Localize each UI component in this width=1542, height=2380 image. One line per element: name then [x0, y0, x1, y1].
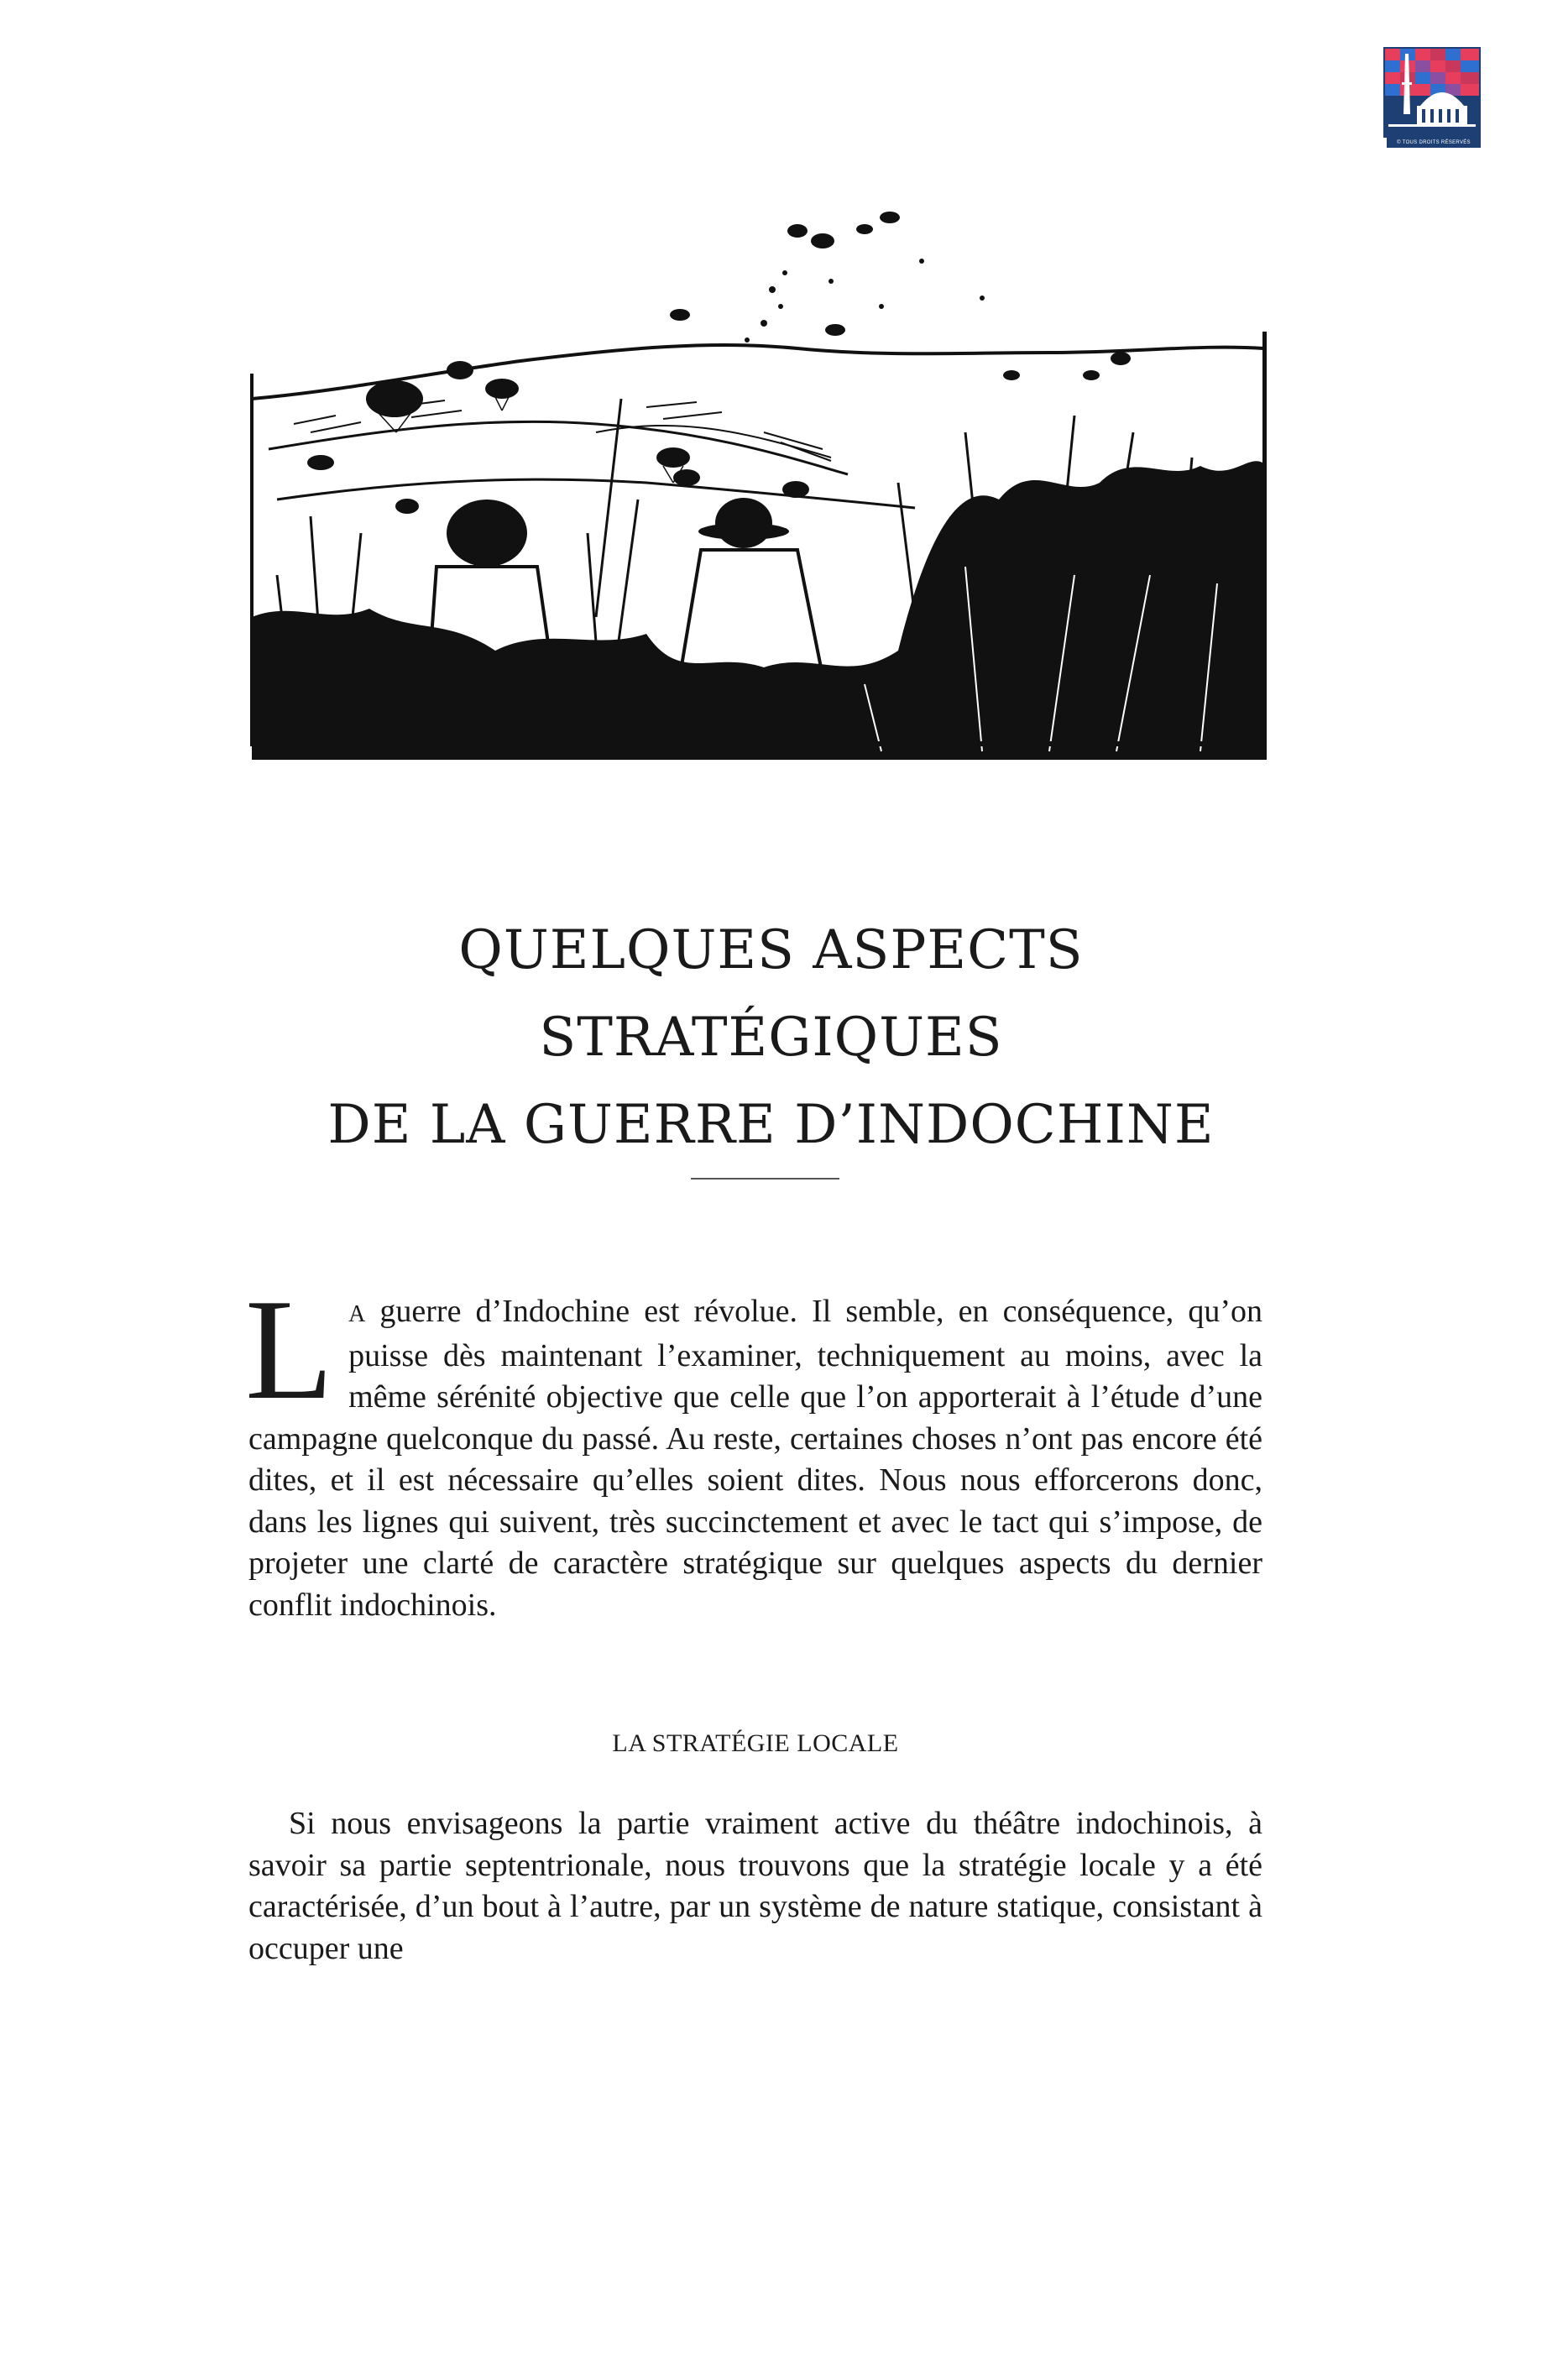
page-title [168, 907, 1374, 1169]
logo-caption: © TOUS DROITS RÉSERVÉS [1387, 138, 1481, 148]
title-line-2: STRATÉGIQUES [539, 1007, 1003, 1069]
small-cap: A [348, 1301, 366, 1327]
intro-paragraph-text: guerre d’Indochine est révolue. Il semble, en conséquence, qu’on puisse dès maintenant l’examiner, techniquement au moins, avec la même sérénité objective que celle que l’on apporterait à l’étude d’une campagne quelconque du passé. Au reste, certaines choses n’ont pas encore été dites, et il est nécessaire qu’elles soient dites. Nous nous efforcerons donc, dans les lignes qui suivent, très succinctement et avec le tact qui s’impose, de projeter une clarté de caractère stratégique sur quelques aspects du dernier conflit indochinois. [248, 1294, 1262, 1623]
drop-cap: L [245, 1270, 334, 1430]
intro-paragraph [245, 1270, 1262, 1626]
section-heading: LA STRATÉGIE LOCALE [612, 1729, 899, 1757]
monument-logo-icon [1383, 47, 1481, 148]
title-line-3: DE LA GUERRE D’INDOCHINE [327, 1094, 1215, 1156]
title-divider [691, 1178, 839, 1180]
title-line-1: QUELQUES ASPECTS [458, 919, 1084, 981]
paratroopers-landing-illustration [243, 180, 1276, 760]
body-paragraph: Si nous envisageons la partie vraiment active du théâtre indochinois, à savoir sa partie septentrionale, nous trouvons que la stratégie locale y a été caractérisée, d’un bout à l’autre, par un système de nature statique, consistant à occuper une [248, 1806, 1262, 1966]
